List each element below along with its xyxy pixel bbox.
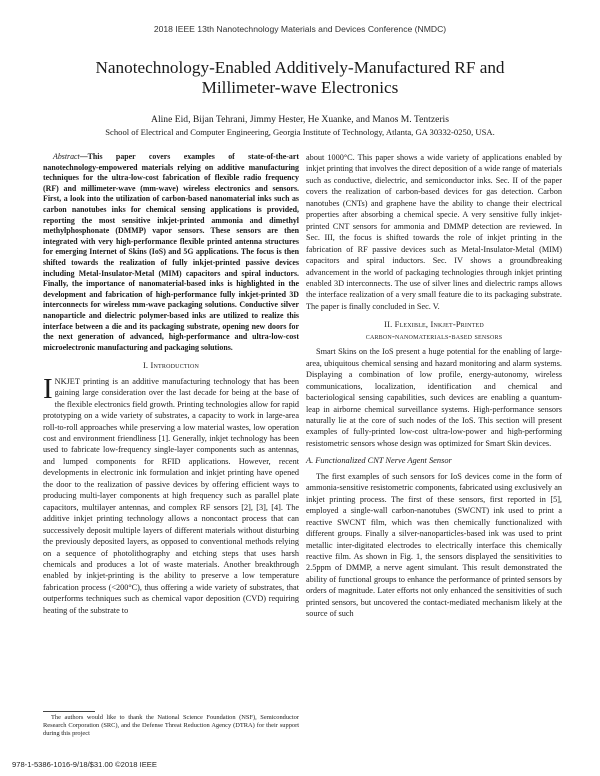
running-head: 2018 IEEE 13th Nanotechnology Materials and Devices Conference (NMDC)	[153, 24, 447, 34]
sensors-paragraph: Smart Skins on the IoS present a huge potential for the enabling of large-area, ubiquitous chemical sensing and hazard monitoring and alarm systems. Displaying a combination of low profile, energy-autonomy, wireless communications, localization, identification and chemical and bacteriological sensing capabilities, such devices are enabling a quantum-leap in airborne chemical surveillance systems. High-performance sensors naturally lie at the core of such nodes of the IoS. This section will present examples of fully-printed low-cost ultra-low-power and high-performing resistometric sensors whose design was optimized for Smart Skin devices.	[306, 347, 562, 448]
section-heading-line2: carbon-nanomaterials-based sensors	[365, 331, 503, 341]
left-column	[43, 152, 299, 616]
cnt-sensor-paragraph: The first examples of such sensors for IoS devices come in the form of ammonia-sensitive resistometric components, fabricated using exclusively an inkjet printing process. The first of these sensors, first reported in [5], employed a single-wall carbon-nanotubes (SWCNT) ink used to print a reactive SWCNT film, which was then chemically functionalized with different groups. Finally a silver-nanoparticles-based ink was used to print metallic inter-digitated electrodes to electrically interface this chemically reactive film. As shown in Fig. 1, the sensors displayed the sensitivities to 2.5ppm of DMMP, a nerve agent simulant. This result demonstrated the ability of functional groups to enhance the performance of printed sensors by orders of magnitude. Later efforts not only enhanced the sensitivities of such printed sensors, but uncovered the contact-mediated mechanism likely at the source of such	[306, 471, 562, 619]
abstract-lead: Abstract	[53, 152, 80, 161]
abstract	[43, 152, 299, 353]
intro-paragraph	[43, 372, 299, 617]
paper-title: Nanotechnology-Enabled Additively-Manufactured RF and Millimeter-wave Electronics	[95, 58, 505, 97]
drop-cap: I	[43, 372, 53, 405]
section-heading-line1: II. Flexible, Inkjet-Printed	[384, 320, 484, 330]
intro-continuation: about 1000°C. This paper shows a wide variety of applications enabled by inkjet printing that involves the direct deposition of a wide range of materials such as conductive, dielectric, and semiconductor inks. Sec. II of the paper covers the realization of carbon-based devices for gas detection. Carbon nanotubes (CNTs) and graphene have the ability to change their electrical properties after absorbing a chemical specie. A very sensitive fully inkjet-printed CNT sensors for ammonia and DMMP detection are reviewed. In Sec. III, the focus is shifted towards the role of inkjet printing in the fabrication of RF passive devices such as Metal-Insulator-Metal (MIM) capacitors and spiral inductors. Sec. IV shows a groundbreaking advancement in the world of packaging technologies through inkjet printing enabled 3D interconnects. The use of silver lines and dielectric ramps allows the interface realization of a very small feature die to its packaging substrate. The paper is finally concluded in Sec. V.	[306, 153, 562, 311]
section-heading-sensors	[306, 319, 562, 342]
copyright-line: 978-1-5386-1016-9/18/$31.00 ©2018 IEEE	[12, 760, 157, 769]
intro-text: NKJET printing is an additive manufacturing technology that has been gaining large consideration over the last decade for being at the base of the flexible electronics field growth. Printing technologies allow for rapid prototyping on a wide variety of substrates, a capacity to work in large-area roll-to-roll approaches while preserving a low material wastes, low operation cost and environment friendliness [1]. Generally, inkjet technology has been used to fabricate low-frequency single-layer components such as antennas, and lumped components for RFID applications. However, recent developments in electronic ink formulation and inkjet printing have opened the door to the realization of passive devices by offering efficient ways to producing multi-layer components at high frequency such as parallel plate capacitors, multilayer antennas, and complex RF sensors [2], [3], [4]. The additive inkjet printing technology allows a noncontact process that can successively deposit multiple layers of different materials without disturbing the previously deposited layers, as opposed to conventional methods relying on a sequence of photolithography and etching steps that uses harsh chemicals and produces a lot of waste materials. Another breakthrough enabled by inkjet-printing is the ability to preserve a low temperature fabrication process (<200°C), thus offering a wide variety of substrates, that outperforms techniques such as chemical vapor deposition (CVD) requiring heating of the substrate to	[43, 376, 299, 615]
author-list: Aline Eid, Bijan Tehrani, Jimmy Hester, He Xuanke, and Manos M. Tentzeris	[151, 114, 449, 125]
affiliation: School of Electrical and Computer Engineering, Georgia Institute of Technology, Atlanta, GA 30332-0250, USA.	[105, 127, 495, 137]
footnote-rule	[43, 711, 95, 712]
right-column	[306, 152, 562, 620]
footnote: The authors would like to thank the National Science Foundation (NSF), Semiconductor Research Corporation (SRC), and the Defense Threat Reduction Agency (DTRA) for their support during this project	[43, 714, 299, 738]
subsection-heading-cnt-sensor: A. Functionalized CNT Nerve Agent Sensor	[306, 456, 452, 466]
section-heading-introduction: I. Introduction	[142, 361, 200, 371]
abstract-text: —This paper covers examples of state-of-the-art nanotechnology-empowered materials relying on additive manufacturing techniques for the ultra-low-cost fabrication of flexible radio frequency (RF) and millimeter-wave (mm-wave) wireless electronics and sensors. First, a look into the utilization of carbon-based nanomaterial inks such as carbon nanotubes inks for chemical sensing applications is provided, reporting the most sensitive inkjet-printed ammonia and dimethyl methylphosphonate (DMMP) vapor sensors. These sensors are then integrated with very high-performance flexible printed antenna structures for emerging Internet of Skins (IoS) and 5G applications. The focus is then shifted towards the realization of fully inkjet-printed passive devices including Metal-Insulator-Metal (MIM) capacitors and spiral inductors. Finally, the importance of nanomaterial-based inks is highlighted in the development and fabrication of high-performance fully inkjet-printed 3D interconnects for wireless mm-wave packaging solutions. Conductive silver nanoparticle and dielectric polymer-based inks are utilized to realize this interface between a die and its packaging substrate, opening new doors for the next generation of advanced, high-performance and ultra-low-cost microelectronic manufacturing and packaging solutions.	[43, 152, 299, 352]
